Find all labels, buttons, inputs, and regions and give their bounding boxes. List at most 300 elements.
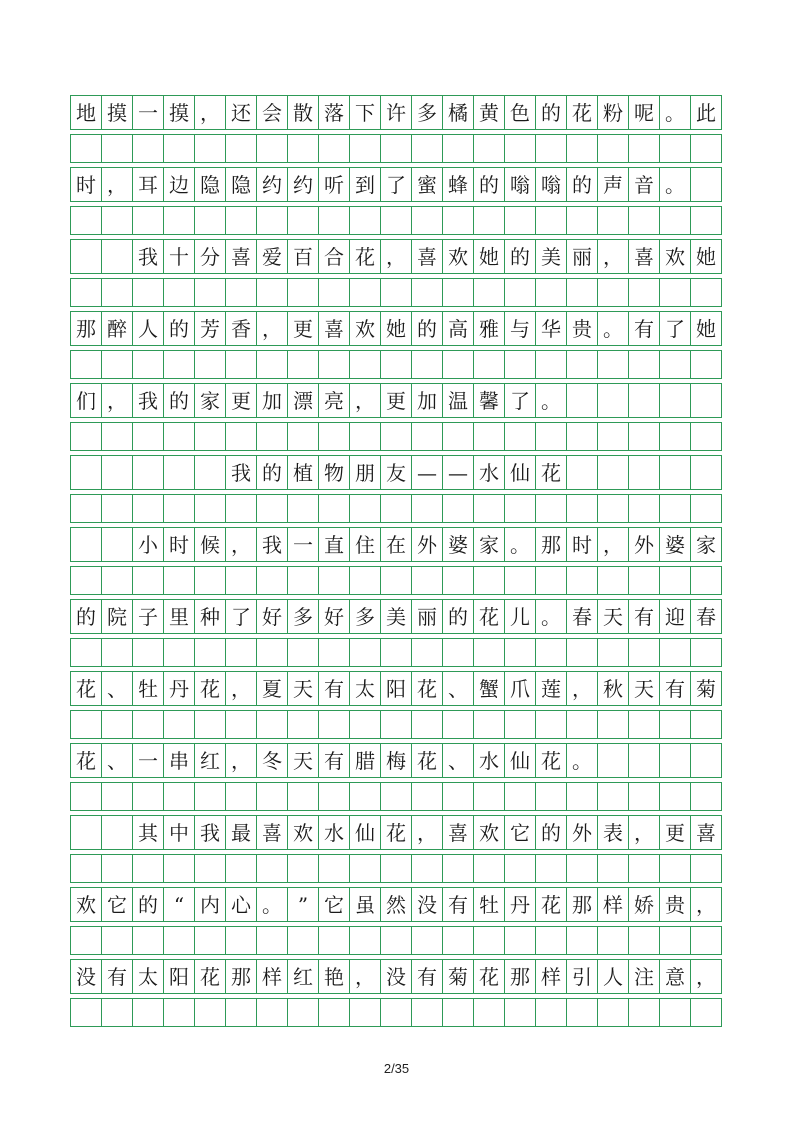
page-number: 2/35 [383, 1061, 410, 1076]
grid-cell [629, 422, 660, 451]
grid-cell: 此 [691, 95, 722, 130]
grid-cell [474, 134, 505, 163]
grid-cell [629, 494, 660, 523]
grid-cell: “ [164, 887, 195, 922]
grid-cell [133, 422, 164, 451]
grid-cell [598, 998, 629, 1027]
grid-cell: 物 [319, 455, 350, 490]
grid-cell [660, 134, 691, 163]
grid-cell: 引 [567, 959, 598, 994]
grid-cell [350, 638, 381, 667]
grid-cell [412, 278, 443, 307]
grid-cell [567, 206, 598, 235]
grid-cell: 听 [319, 167, 350, 202]
grid-cell [381, 638, 412, 667]
grid-cell [629, 134, 660, 163]
spacer-row [70, 710, 721, 739]
grid-cell: 我 [257, 527, 288, 562]
grid-cell: 那 [567, 887, 598, 922]
grid-cell [226, 350, 257, 379]
grid-cell [350, 422, 381, 451]
grid-cell: 那 [226, 959, 257, 994]
grid-cell [102, 638, 133, 667]
grid-cell: 我 [195, 815, 226, 850]
grid-cell [691, 455, 722, 490]
text-line-row [70, 383, 721, 418]
grid-cell: ， [691, 887, 722, 922]
grid-cell: 蟹 [474, 671, 505, 706]
grid-cell [319, 350, 350, 379]
grid-cell: 有 [629, 599, 660, 634]
grid-cell: 漂 [288, 383, 319, 418]
grid-cell [102, 710, 133, 739]
grid-cell [505, 206, 536, 235]
grid-cell [102, 527, 133, 562]
grid-cell: ， [629, 815, 660, 850]
grid-cell: 冬 [257, 743, 288, 778]
grid-cell: 多 [350, 599, 381, 634]
grid-cell [164, 278, 195, 307]
grid-cell: 了 [660, 311, 691, 346]
grid-cell [226, 566, 257, 595]
grid-cell: 。 [257, 887, 288, 922]
grid-cell [195, 566, 226, 595]
grid-cell: 好 [257, 599, 288, 634]
grid-cell: 落 [319, 95, 350, 130]
grid-cell [598, 206, 629, 235]
grid-cell: 贵 [567, 311, 598, 346]
grid-cell [412, 854, 443, 883]
grid-cell: 十 [164, 239, 195, 274]
grid-cell [536, 854, 567, 883]
grid-cell: ， [226, 671, 257, 706]
grid-cell: 的 [567, 167, 598, 202]
grid-cell [536, 134, 567, 163]
grid-cell: 。 [536, 599, 567, 634]
grid-cell [443, 854, 474, 883]
grid-cell [412, 134, 443, 163]
grid-cell [660, 710, 691, 739]
grid-cell: 喜 [691, 815, 722, 850]
grid-cell [350, 350, 381, 379]
grid-cell: 有 [102, 959, 133, 994]
grid-cell [443, 566, 474, 595]
grid-cell: 喜 [443, 815, 474, 850]
grid-cell: 一 [288, 527, 319, 562]
grid-cell [691, 638, 722, 667]
text-line-row [70, 239, 721, 274]
grid-cell: ， [412, 815, 443, 850]
grid-cell: ” [288, 887, 319, 922]
grid-cell: 喜 [257, 815, 288, 850]
grid-cell: 。 [660, 95, 691, 130]
grid-cell: ， [350, 959, 381, 994]
grid-cell [288, 278, 319, 307]
grid-cell: 那 [536, 527, 567, 562]
grid-cell [71, 134, 102, 163]
grid-cell: 仙 [350, 815, 381, 850]
grid-cell: 。 [567, 743, 598, 778]
grid-cell: 香 [226, 311, 257, 346]
grid-cell: 爪 [505, 671, 536, 706]
grid-cell [412, 350, 443, 379]
grid-cell [536, 422, 567, 451]
grid-cell [567, 854, 598, 883]
grid-cell [505, 350, 536, 379]
grid-cell: 时 [164, 527, 195, 562]
grid-cell: 了 [226, 599, 257, 634]
grid-cell: 水 [474, 743, 505, 778]
grid-cell [443, 638, 474, 667]
grid-cell [226, 278, 257, 307]
grid-cell: 、 [102, 671, 133, 706]
grid-cell: 有 [443, 887, 474, 922]
grid-cell [350, 998, 381, 1027]
spacer-row [70, 422, 721, 451]
grid-cell [598, 854, 629, 883]
grid-cell: 外 [412, 527, 443, 562]
grid-cell: 有 [412, 959, 443, 994]
grid-cell: 在 [381, 527, 412, 562]
grid-cell: 隐 [195, 167, 226, 202]
grid-cell: 仙 [505, 455, 536, 490]
grid-cell [443, 350, 474, 379]
grid-cell: 蜜 [412, 167, 443, 202]
grid-cell: 美 [381, 599, 412, 634]
grid-cell [567, 710, 598, 739]
grid-cell [226, 206, 257, 235]
grid-cell: 丽 [567, 239, 598, 274]
grid-cell [536, 494, 567, 523]
grid-cell: 花 [71, 671, 102, 706]
grid-cell: 我 [133, 239, 164, 274]
grid-cell [257, 926, 288, 955]
grid-cell [195, 206, 226, 235]
grid-cell [226, 782, 257, 811]
grid-cell: 有 [319, 743, 350, 778]
grid-cell [598, 494, 629, 523]
grid-cell [660, 782, 691, 811]
grid-cell: 边 [164, 167, 195, 202]
grid-cell: 那 [71, 311, 102, 346]
grid-cell [629, 206, 660, 235]
grid-cell: 花 [71, 743, 102, 778]
grid-cell [474, 926, 505, 955]
grid-cell [660, 494, 691, 523]
grid-cell [505, 278, 536, 307]
grid-cell: 表 [598, 815, 629, 850]
grid-cell: 粉 [598, 95, 629, 130]
grid-cell [567, 998, 598, 1027]
grid-cell: 花 [536, 455, 567, 490]
grid-cell: 她 [381, 311, 412, 346]
grid-cell: 虽 [350, 887, 381, 922]
text-line-row [70, 959, 721, 994]
grid-cell [536, 566, 567, 595]
grid-cell [195, 134, 226, 163]
grid-cell [691, 422, 722, 451]
grid-cell: 多 [412, 95, 443, 130]
grid-cell: 色 [505, 95, 536, 130]
grid-cell: 花 [195, 671, 226, 706]
grid-cell [164, 638, 195, 667]
grid-cell [164, 854, 195, 883]
grid-cell: 隐 [226, 167, 257, 202]
spacer-row [70, 926, 721, 955]
grid-cell: 了 [505, 383, 536, 418]
grid-cell [443, 134, 474, 163]
grid-cell: 多 [288, 599, 319, 634]
grid-cell [629, 710, 660, 739]
grid-cell [505, 710, 536, 739]
grid-cell: 的 [536, 95, 567, 130]
grid-cell: 贵 [660, 887, 691, 922]
grid-cell: 艳 [319, 959, 350, 994]
grid-cell [71, 638, 102, 667]
grid-cell [195, 422, 226, 451]
text-line-row [70, 95, 721, 130]
grid-cell [288, 422, 319, 451]
grid-cell: 。 [660, 167, 691, 202]
grid-cell [412, 566, 443, 595]
grid-cell: 水 [319, 815, 350, 850]
grid-cell: 红 [288, 959, 319, 994]
grid-cell [319, 926, 350, 955]
grid-cell [319, 494, 350, 523]
grid-cell [691, 926, 722, 955]
grid-cell: 直 [319, 527, 350, 562]
grid-cell [660, 350, 691, 379]
grid-cell [71, 926, 102, 955]
text-line-row [70, 599, 721, 634]
grid-cell: 黄 [474, 95, 505, 130]
grid-cell: 腊 [350, 743, 381, 778]
grid-cell: 更 [381, 383, 412, 418]
grid-cell: 分 [195, 239, 226, 274]
grid-cell: 样 [598, 887, 629, 922]
grid-cell: 的 [257, 455, 288, 490]
grid-cell [629, 854, 660, 883]
grid-cell [567, 638, 598, 667]
grid-cell [443, 710, 474, 739]
grid-cell: 水 [474, 455, 505, 490]
grid-cell: 天 [629, 671, 660, 706]
grid-cell: 美 [536, 239, 567, 274]
grid-cell [691, 278, 722, 307]
spacer-row [70, 638, 721, 667]
grid-cell [474, 566, 505, 595]
grid-cell: 时 [71, 167, 102, 202]
grid-cell [133, 455, 164, 490]
grid-cell: 欢 [71, 887, 102, 922]
grid-cell: 欢 [474, 815, 505, 850]
grid-cell: 摸 [102, 95, 133, 130]
grid-cell [257, 350, 288, 379]
spacer-row [70, 494, 721, 523]
grid-cell [350, 494, 381, 523]
grid-cell [598, 455, 629, 490]
grid-cell: 种 [195, 599, 226, 634]
grid-cell [257, 422, 288, 451]
grid-cell: 合 [319, 239, 350, 274]
grid-cell [474, 854, 505, 883]
grid-cell: 外 [567, 815, 598, 850]
grid-cell [288, 782, 319, 811]
grid-cell [660, 278, 691, 307]
grid-cell [226, 998, 257, 1027]
grid-cell: ， [102, 383, 133, 418]
grid-cell: 爱 [257, 239, 288, 274]
grid-cell: ， [102, 167, 133, 202]
grid-cell: 地 [71, 95, 102, 130]
grid-cell [195, 782, 226, 811]
grid-cell [381, 494, 412, 523]
grid-cell [226, 422, 257, 451]
grid-cell [257, 998, 288, 1027]
grid-cell: 摸 [164, 95, 195, 130]
grid-cell [412, 782, 443, 811]
grid-cell [629, 383, 660, 418]
grid-cell [71, 350, 102, 379]
grid-cell: 迎 [660, 599, 691, 634]
grid-cell [660, 383, 691, 418]
grid-cell: 欢 [350, 311, 381, 346]
grid-cell: 它 [319, 887, 350, 922]
grid-cell [288, 206, 319, 235]
grid-cell [71, 206, 102, 235]
grid-cell: 好 [319, 599, 350, 634]
text-line-row [70, 815, 721, 850]
writing-grid-sheet [70, 95, 721, 1025]
spacer-row [70, 998, 721, 1027]
grid-cell [319, 854, 350, 883]
grid-cell: 的 [164, 311, 195, 346]
grid-cell: 那 [505, 959, 536, 994]
grid-cell: 阳 [381, 671, 412, 706]
grid-cell: ， [226, 743, 257, 778]
grid-cell [102, 278, 133, 307]
grid-cell: 它 [102, 887, 133, 922]
grid-cell: 儿 [505, 599, 536, 634]
grid-cell [691, 566, 722, 595]
grid-cell: 与 [505, 311, 536, 346]
grid-cell [691, 710, 722, 739]
grid-cell [691, 998, 722, 1027]
grid-cell: 更 [226, 383, 257, 418]
grid-cell [350, 566, 381, 595]
grid-cell [474, 998, 505, 1027]
grid-cell: 喜 [226, 239, 257, 274]
grid-cell [660, 566, 691, 595]
grid-cell [691, 383, 722, 418]
grid-cell [691, 350, 722, 379]
grid-cell: ， [350, 383, 381, 418]
grid-cell: ， [598, 527, 629, 562]
grid-cell [536, 350, 567, 379]
grid-cell [319, 566, 350, 595]
grid-cell [195, 638, 226, 667]
grid-cell [443, 206, 474, 235]
grid-cell: 约 [257, 167, 288, 202]
grid-cell [288, 350, 319, 379]
grid-cell: 菊 [443, 959, 474, 994]
grid-cell [505, 782, 536, 811]
grid-cell: 秋 [598, 671, 629, 706]
grid-cell [381, 782, 412, 811]
grid-cell [257, 638, 288, 667]
grid-cell [598, 134, 629, 163]
grid-cell: 人 [598, 959, 629, 994]
grid-cell [71, 422, 102, 451]
grid-cell [350, 278, 381, 307]
grid-cell: 人 [133, 311, 164, 346]
grid-cell [505, 926, 536, 955]
grid-cell: 、 [443, 743, 474, 778]
grid-cell [505, 638, 536, 667]
grid-cell: 没 [412, 887, 443, 922]
grid-cell: 了 [381, 167, 412, 202]
grid-cell [629, 455, 660, 490]
spacer-row [70, 350, 721, 379]
grid-cell [71, 527, 102, 562]
grid-cell: 馨 [474, 383, 505, 418]
grid-cell [660, 206, 691, 235]
grid-cell [350, 926, 381, 955]
grid-cell [133, 926, 164, 955]
grid-cell [412, 998, 443, 1027]
grid-cell [102, 422, 133, 451]
grid-cell [412, 710, 443, 739]
grid-cell [505, 854, 536, 883]
grid-cell: 、 [102, 743, 133, 778]
grid-cell: 声 [598, 167, 629, 202]
grid-cell: 花 [474, 959, 505, 994]
grid-cell [164, 998, 195, 1027]
grid-cell [381, 566, 412, 595]
grid-cell [381, 422, 412, 451]
grid-cell: 更 [660, 815, 691, 850]
grid-cell [288, 494, 319, 523]
grid-cell: 莲 [536, 671, 567, 706]
grid-cell: 花 [412, 743, 443, 778]
grid-cell: 样 [536, 959, 567, 994]
grid-cell [505, 134, 536, 163]
grid-cell [629, 782, 660, 811]
grid-cell: 。 [598, 311, 629, 346]
grid-cell [71, 710, 102, 739]
grid-cell [567, 422, 598, 451]
grid-cell [598, 350, 629, 379]
grid-cell: 的 [412, 311, 443, 346]
grid-cell [536, 998, 567, 1027]
grid-cell [598, 383, 629, 418]
grid-cell: 蜂 [443, 167, 474, 202]
text-line-row [70, 455, 721, 490]
grid-cell [412, 206, 443, 235]
grid-cell: 样 [257, 959, 288, 994]
grid-cell [288, 710, 319, 739]
grid-cell [226, 710, 257, 739]
spacer-row [70, 134, 721, 163]
grid-cell [195, 710, 226, 739]
grid-cell [660, 926, 691, 955]
grid-cell [536, 206, 567, 235]
grid-cell: 欢 [288, 815, 319, 850]
grid-cell: 雅 [474, 311, 505, 346]
grid-cell: 许 [381, 95, 412, 130]
grid-cell: 醉 [102, 311, 133, 346]
grid-cell [133, 350, 164, 379]
